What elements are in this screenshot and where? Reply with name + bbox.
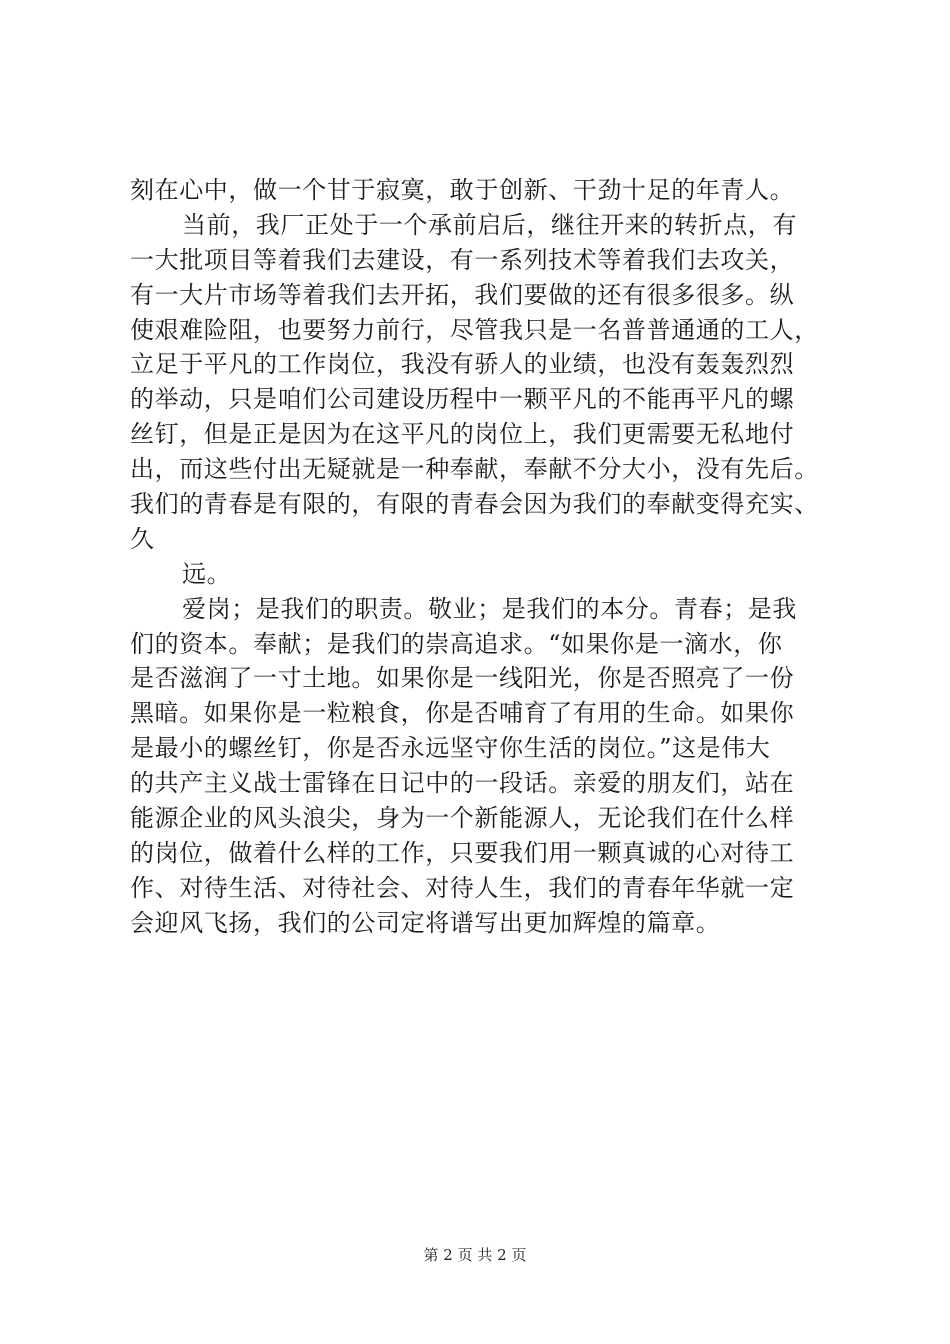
text-line: 黑暗。如果你是一粒粮食，你是否哺育了有用的生命。如果你 [130,699,795,728]
text-line: 会迎风飞扬，我们的公司定将谱写出更加辉煌的篇章。 [130,908,721,937]
text-line: 们的资本。奉献；是我们的崇高追求。“如果你是一滴水，你 [130,629,783,658]
text-line: 作、对待生活、对待社会、对待人生，我们的青春年华就一定 [130,873,795,902]
text-line: 使艰难险阻，也要努力前行，尽管我只是一名普普通通的工人， [130,315,819,344]
text-line: 的举动，只是咱们公司建设历程中一颗平凡的不能再平凡的螺 [130,385,795,414]
text-line: 当前，我厂正处于一个承前启后，继往开来的转折点，有 [182,210,797,239]
body-text [130,173,850,941]
text-line: 出，而这些付出无疑就是一种奉献，奉献不分大小，没有先后。 [130,455,819,484]
text-line: 久 [130,524,155,553]
text-line: 一大批项目等着我们去建设，有一系列技术等着我们去攻关， [130,245,795,274]
text-line: 远。 [182,559,232,588]
text-line: 有一大片市场等着我们去开拓，我们要做的还有很多很多。纵 [130,280,795,309]
text-line: 刻在心中，做一个甘于寂寞，敢于创新、干劲十足的年青人。 [130,176,795,204]
text-line: 我们的青春是有限的，有限的青春会因为我们的奉献变得充实、 [130,490,819,519]
text-line: 立足于平凡的工作岗位，我没有骄人的业绩，也没有轰轰烈烈 [130,350,795,379]
text-line: 爱岗；是我们的职责。敬业；是我们的本分。青春；是我 [182,594,797,623]
text-line: 能源企业的风头浪尖，身为一个新能源人，无论我们在什么样 [130,804,795,833]
text-line: 的共产主义战士雷锋在日记中的一段话。亲爱的朋友们，站在 [130,769,795,798]
text-line: 是否滋润了一寸土地。如果你是一线阳光，你是否照亮了一份 [130,664,795,693]
text-line: 丝钉，但是正是因为在这平凡的岗位上，我们更需要无私地付 [130,420,795,449]
page-number-footer: 第 2 页 共 2 页 [423,1246,527,1264]
text-line: 是最小的螺丝钉，你是否永远坚守你生活的岗位。”这是伟大 [130,734,771,763]
text-line: 的岗位，做着什么样的工作，只要我们用一颗真诚的心对待工 [130,838,795,867]
